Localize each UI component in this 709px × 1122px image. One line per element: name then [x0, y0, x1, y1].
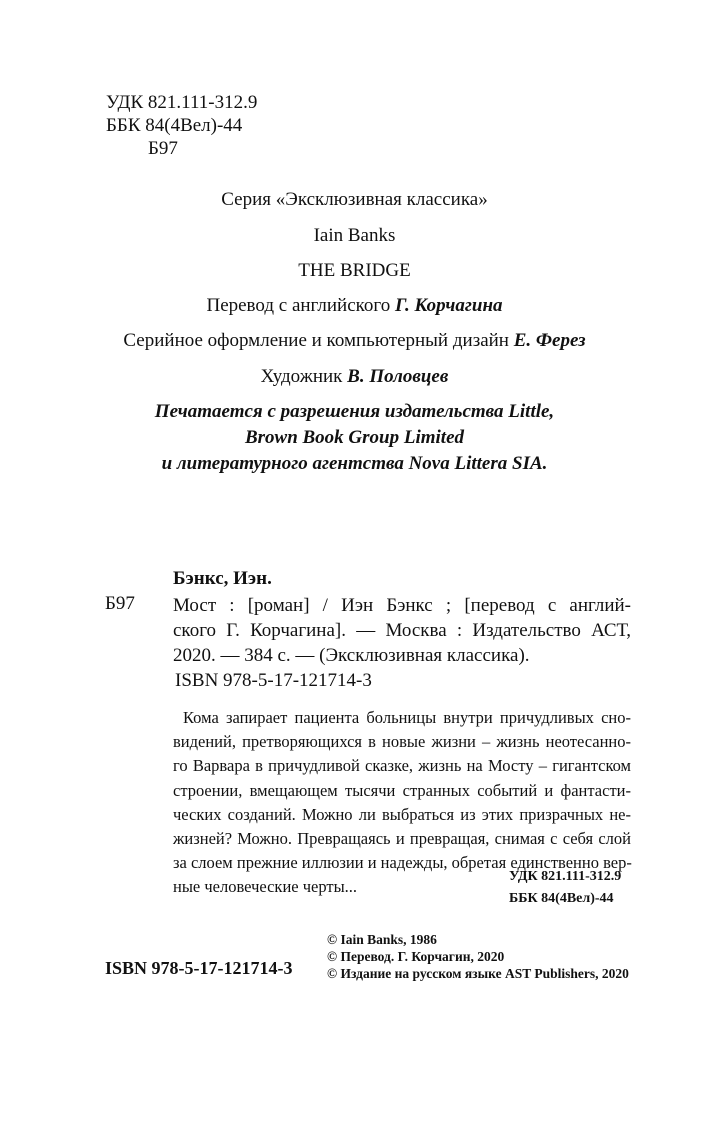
bib-line: Мост : [роман] / Иэн Бэнкс ; [перевод с англий-	[173, 595, 631, 616]
annotation-line: ческих созданий. Можно ли выбраться из этих призрачных не-	[173, 804, 631, 824]
record-isbn: ISBN 978-5-17-121714-3	[175, 670, 372, 691]
footer-isbn: ISBN 978-5-17-121714-3	[105, 958, 293, 978]
copyright-line: © Перевод. Г. Корчагин, 2020	[327, 949, 505, 964]
bottom-udk: УДК 821.111-312.9	[509, 869, 622, 884]
translation-prefix: Перевод с английского	[206, 295, 395, 316]
bottom-classification	[509, 866, 621, 910]
designer-name: Е. Ферез	[513, 330, 586, 351]
record-mark: Б97	[105, 593, 135, 614]
design-prefix: Серийное оформление и компьютерный дизайн	[123, 330, 514, 351]
bib-line: 2020. — 384 с. — (Эксклюзивная классика).	[173, 645, 530, 666]
translator-name: Г. Корчагина	[394, 295, 503, 316]
annotation-line: го Варвара в причудливой сказке, жизнь на Мосту – гигантском	[173, 756, 631, 776]
design-line	[0, 330, 709, 352]
annotation-line: Кома запирает пациента больницы внутри причудливых сно-	[183, 708, 631, 727]
license-line: Печатается с разрешения издательства Little,	[154, 401, 555, 422]
artist-prefix: Художник	[260, 366, 348, 387]
classification-codes	[106, 91, 257, 160]
series-line: Серия «Эксклюзивная классика»	[221, 189, 488, 210]
bottom-bbk: ББК 84(4Вел)-44	[509, 891, 614, 906]
artist-line	[0, 366, 709, 388]
copyright-block	[327, 931, 629, 982]
license-notice	[0, 399, 709, 477]
author-mark: Б97	[148, 138, 178, 159]
original-title: THE BRIDGE	[298, 260, 411, 281]
original-author: Iain Banks	[313, 225, 396, 246]
annotation-line: ные человеческие черты...	[173, 877, 358, 897]
bbk-code: ББК 84(4Вел)-44	[106, 115, 243, 136]
bibliographic-description	[173, 593, 631, 668]
annotation-line: жизней? Можно. Превращаясь и превращая, снимая с себя слой	[173, 829, 631, 849]
annotation-line: строении, вмещающем тысячи странных событий и фантасти-	[173, 780, 631, 800]
author-heading: Бэнкс, Иэн.	[173, 568, 272, 589]
annotation-line: видений, претворяющихся в новые жизни – жизнь неотесанно-	[173, 732, 631, 752]
license-line: Brown Book Group Limited	[244, 427, 465, 448]
annotation-line: за слоем прежние иллюзии и надежды, обретая единственно вер-	[173, 853, 632, 873]
copyright-line: © Iain Banks, 1986	[327, 932, 437, 947]
artist-name: В. Половцев	[347, 366, 449, 387]
bib-line: ского Г. Корчагина]. — Москва : Издательство АСТ,	[173, 620, 631, 641]
translation-line	[0, 295, 709, 317]
copyright-line: © Издание на русском языке AST Publishers, 2020	[327, 966, 629, 981]
udk-code: УДК 821.111-312.9	[106, 92, 258, 113]
license-line: и литературного агентства Nova Littera SIA.	[161, 453, 548, 474]
